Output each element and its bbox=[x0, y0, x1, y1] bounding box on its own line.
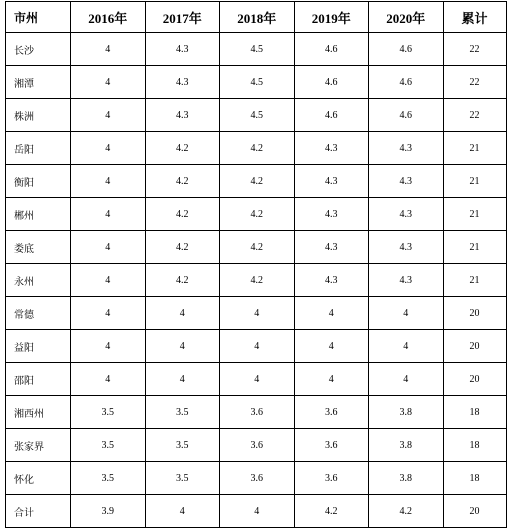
cell-city: 株洲 bbox=[6, 99, 71, 132]
cell-value-total: 20 bbox=[443, 495, 506, 528]
cell-city: 郴州 bbox=[6, 198, 71, 231]
table-row bbox=[6, 66, 507, 99]
cell-value-2019: 4.3 bbox=[294, 198, 369, 231]
header-2018: 2018年 bbox=[220, 2, 295, 33]
table-body bbox=[6, 33, 507, 528]
cell-value-2016: 4 bbox=[71, 198, 146, 231]
cell-value-2019: 4.3 bbox=[294, 165, 369, 198]
cell-value-2016: 4 bbox=[71, 264, 146, 297]
cell-value-2018: 4 bbox=[220, 495, 295, 528]
cell-city: 长沙 bbox=[6, 33, 71, 66]
header-2016: 2016年 bbox=[71, 2, 146, 33]
table-row bbox=[6, 396, 507, 429]
header-total: 累计 bbox=[443, 2, 506, 33]
cell-value-total: 21 bbox=[443, 198, 506, 231]
cell-value-2019: 4.6 bbox=[294, 33, 369, 66]
cell-value-2017: 3.5 bbox=[145, 396, 220, 429]
cell-value-total: 22 bbox=[443, 99, 506, 132]
cell-value-2016: 4 bbox=[71, 99, 146, 132]
cell-value-2020: 4.3 bbox=[369, 198, 444, 231]
header-2017: 2017年 bbox=[145, 2, 220, 33]
cell-value-2020: 4.3 bbox=[369, 231, 444, 264]
cell-value-total: 21 bbox=[443, 264, 506, 297]
cell-value-2020: 3.8 bbox=[369, 429, 444, 462]
cell-value-2020: 4.3 bbox=[369, 165, 444, 198]
cell-value-total: 20 bbox=[443, 330, 506, 363]
cell-value-total: 21 bbox=[443, 165, 506, 198]
cell-value-2018: 4.2 bbox=[220, 264, 295, 297]
cell-value-total: 22 bbox=[443, 66, 506, 99]
table-row bbox=[6, 99, 507, 132]
cell-value-2018: 4.2 bbox=[220, 165, 295, 198]
cell-value-total: 21 bbox=[443, 132, 506, 165]
cell-value-2018: 4.2 bbox=[220, 132, 295, 165]
cell-city: 岳阳 bbox=[6, 132, 71, 165]
cell-value-2018: 3.6 bbox=[220, 462, 295, 495]
cell-value-2018: 4.2 bbox=[220, 231, 295, 264]
cell-value-2019: 4 bbox=[294, 297, 369, 330]
cell-city: 合计 bbox=[6, 495, 71, 528]
cell-city: 娄底 bbox=[6, 231, 71, 264]
cell-value-2018: 4.5 bbox=[220, 33, 295, 66]
table-row bbox=[6, 231, 507, 264]
cell-value-2020: 4.2 bbox=[369, 495, 444, 528]
table-row bbox=[6, 495, 507, 528]
cell-value-2019: 4 bbox=[294, 363, 369, 396]
cell-value-2019: 4.3 bbox=[294, 264, 369, 297]
cell-city: 张家界 bbox=[6, 429, 71, 462]
cell-city: 永州 bbox=[6, 264, 71, 297]
table-row bbox=[6, 429, 507, 462]
cell-value-2020: 4.3 bbox=[369, 132, 444, 165]
cell-value-total: 22 bbox=[443, 33, 506, 66]
cell-value-2020: 4 bbox=[369, 330, 444, 363]
data-table bbox=[5, 1, 507, 528]
table-row bbox=[6, 462, 507, 495]
cell-city: 湘潭 bbox=[6, 66, 71, 99]
cell-value-2016: 3.9 bbox=[71, 495, 146, 528]
cell-value-2017: 4.2 bbox=[145, 231, 220, 264]
header-2019: 2019年 bbox=[294, 2, 369, 33]
cell-value-total: 21 bbox=[443, 231, 506, 264]
cell-value-2020: 3.8 bbox=[369, 462, 444, 495]
cell-value-2019: 3.6 bbox=[294, 429, 369, 462]
cell-city: 益阳 bbox=[6, 330, 71, 363]
cell-value-2019: 3.6 bbox=[294, 462, 369, 495]
header-city: 市州 bbox=[6, 2, 71, 33]
table-row bbox=[6, 330, 507, 363]
cell-value-2019: 4.3 bbox=[294, 231, 369, 264]
cell-value-2017: 3.5 bbox=[145, 462, 220, 495]
cell-value-2017: 3.5 bbox=[145, 429, 220, 462]
cell-value-2017: 4.2 bbox=[145, 165, 220, 198]
cell-value-2016: 4 bbox=[71, 330, 146, 363]
cell-value-2020: 4.6 bbox=[369, 99, 444, 132]
header-2020: 2020年 bbox=[369, 2, 444, 33]
cell-value-2020: 4.6 bbox=[369, 66, 444, 99]
cell-value-2016: 4 bbox=[71, 231, 146, 264]
cell-value-2018: 4 bbox=[220, 297, 295, 330]
cell-value-2018: 3.6 bbox=[220, 429, 295, 462]
cell-value-total: 20 bbox=[443, 363, 506, 396]
cell-value-2016: 4 bbox=[71, 132, 146, 165]
cell-value-2019: 4.3 bbox=[294, 132, 369, 165]
cell-value-2018: 4 bbox=[220, 330, 295, 363]
cell-value-2020: 4.3 bbox=[369, 264, 444, 297]
cell-value-2019: 4.2 bbox=[294, 495, 369, 528]
table-row bbox=[6, 198, 507, 231]
cell-value-2016: 3.5 bbox=[71, 462, 146, 495]
cell-city: 邵阳 bbox=[6, 363, 71, 396]
cell-value-2017: 4 bbox=[145, 363, 220, 396]
cell-value-2018: 3.6 bbox=[220, 396, 295, 429]
cell-value-2020: 3.8 bbox=[369, 396, 444, 429]
cell-value-2017: 4.2 bbox=[145, 264, 220, 297]
cell-value-2017: 4 bbox=[145, 330, 220, 363]
cell-value-2017: 4.2 bbox=[145, 198, 220, 231]
cell-value-2020: 4 bbox=[369, 363, 444, 396]
cell-value-2017: 4.3 bbox=[145, 66, 220, 99]
cell-city: 常德 bbox=[6, 297, 71, 330]
table-row bbox=[6, 165, 507, 198]
cell-value-2016: 3.5 bbox=[71, 396, 146, 429]
cell-value-2018: 4.5 bbox=[220, 99, 295, 132]
cell-value-2016: 4 bbox=[71, 363, 146, 396]
cell-value-2019: 4 bbox=[294, 330, 369, 363]
cell-value-2019: 4.6 bbox=[294, 66, 369, 99]
cell-value-2019: 4.6 bbox=[294, 99, 369, 132]
cell-value-total: 18 bbox=[443, 462, 506, 495]
cell-value-2019: 3.6 bbox=[294, 396, 369, 429]
cell-value-2018: 4.5 bbox=[220, 66, 295, 99]
cell-value-2016: 4 bbox=[71, 33, 146, 66]
table-row bbox=[6, 132, 507, 165]
cell-value-2017: 4.3 bbox=[145, 99, 220, 132]
cell-value-2016: 4 bbox=[71, 165, 146, 198]
cell-value-total: 20 bbox=[443, 297, 506, 330]
table-row bbox=[6, 363, 507, 396]
cell-city: 衡阳 bbox=[6, 165, 71, 198]
header-row bbox=[6, 2, 507, 33]
table-row bbox=[6, 33, 507, 66]
cell-value-2016: 4 bbox=[71, 297, 146, 330]
cell-value-2018: 4.2 bbox=[220, 198, 295, 231]
cell-value-total: 18 bbox=[443, 429, 506, 462]
cell-value-2020: 4.6 bbox=[369, 33, 444, 66]
cell-value-total: 18 bbox=[443, 396, 506, 429]
cell-value-2016: 3.5 bbox=[71, 429, 146, 462]
table-row bbox=[6, 297, 507, 330]
cell-value-2017: 4.3 bbox=[145, 33, 220, 66]
cell-city: 湘西州 bbox=[6, 396, 71, 429]
cell-value-2016: 4 bbox=[71, 66, 146, 99]
table-row bbox=[6, 264, 507, 297]
cell-city: 怀化 bbox=[6, 462, 71, 495]
cell-value-2017: 4 bbox=[145, 297, 220, 330]
cell-value-2018: 4 bbox=[220, 363, 295, 396]
cell-value-2017: 4.2 bbox=[145, 132, 220, 165]
cell-value-2017: 4 bbox=[145, 495, 220, 528]
cell-value-2020: 4 bbox=[369, 297, 444, 330]
